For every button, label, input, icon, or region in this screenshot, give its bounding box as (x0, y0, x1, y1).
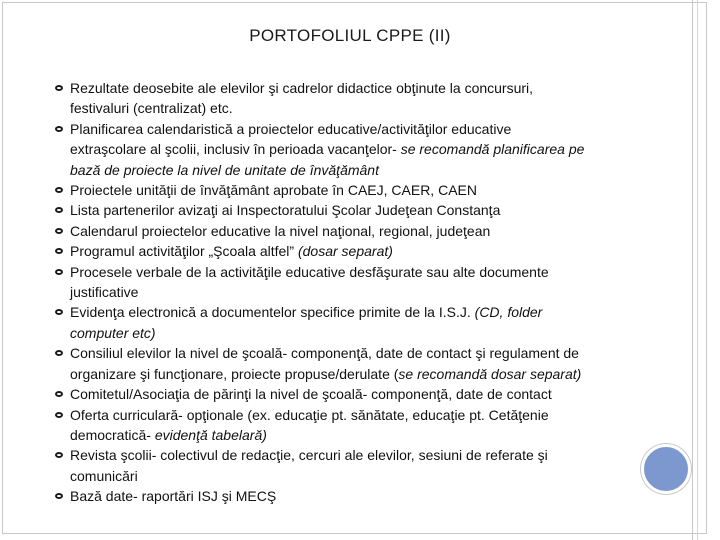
bullet-icon (55, 187, 63, 193)
list-item-line (70, 302, 645, 322)
text: festivaluri (centralizat) etc. (70, 100, 233, 117)
text: Bază date- raportări ISJ şi MECŞ (70, 488, 277, 505)
list-item (55, 119, 645, 180)
decorative-circle (641, 444, 691, 494)
list-item-line (70, 405, 645, 425)
list-item (55, 384, 645, 404)
list-item (55, 405, 645, 446)
list-item-line (70, 221, 645, 241)
bullet-icon (55, 126, 63, 132)
bullet-icon (55, 85, 63, 91)
italic-text: (dosar separat) (297, 243, 393, 260)
list-item (55, 343, 645, 384)
text: Lista partenerilor avizaţi ai Inspectoratului Şcolar Judeţean Constanţa (70, 202, 501, 219)
text: comunicări (70, 467, 138, 484)
slide-border-line-inner (697, 0, 698, 540)
page-title: PORTOFOLIUL CPPE (II) (249, 26, 451, 45)
list-item (55, 302, 645, 343)
text: democratică- (70, 426, 155, 443)
list-item (55, 221, 645, 241)
text: organizare şi funcţionare, proiecte propuse/derulate ( (70, 365, 399, 382)
list-item-line (70, 343, 645, 363)
italic-text: computer etc) (70, 324, 156, 341)
bullet-list (55, 78, 645, 507)
list-item (55, 486, 645, 506)
text: Programul activităţilor „Şcoala altfel” (70, 243, 298, 260)
list-item-line (70, 364, 645, 384)
bullet-icon (55, 412, 63, 418)
text: Rezultate deosebite ale elevilor şi cadrelor didactice obţinute la concursuri, (70, 80, 534, 96)
list-item (55, 445, 645, 486)
list-item-line (70, 119, 645, 139)
list-item-line (70, 466, 645, 486)
bullet-icon (55, 309, 63, 315)
bullet-icon (55, 207, 63, 213)
bullet-icon (55, 391, 63, 397)
list-item-line (70, 486, 645, 506)
list-item (55, 180, 645, 200)
text: Oferta curriculară- opţionale (ex. educaţie pt. sănătate, educaţie pt. Cetăţenie (70, 406, 549, 423)
list-item-line (70, 200, 645, 220)
list-item-line (70, 445, 645, 465)
bullet-icon (55, 269, 63, 275)
text: Revista şcolii- colectivul de redacţie, cercuri ale elevilor, sesiuni de referate şi (70, 447, 548, 464)
italic-text: se recomandă dosar separat) (398, 365, 582, 382)
italic-text: (CD, folder (474, 304, 543, 321)
list-item-line (70, 425, 645, 445)
italic-text: se recomandă planificarea pe (400, 141, 585, 158)
list-item-line (70, 180, 645, 200)
list-item-line (70, 282, 645, 302)
bullet-icon (55, 452, 63, 458)
bullet-icon (55, 493, 63, 499)
list-item (55, 262, 645, 303)
list-item-line (70, 241, 645, 261)
text: Proiectele unităţii de învăţământ aprobate în CAEJ, CAER, CAEN (70, 182, 477, 199)
text: justificative (70, 284, 139, 301)
list-item-line (70, 160, 645, 180)
italic-text: bază de proiecte la nivel de unitate de învăţământ (70, 161, 379, 178)
list-item (55, 200, 645, 220)
text: extraşcolare al şcolii, inclusiv în perioada vacanţelor- (70, 141, 401, 158)
text: Consiliul elevilor la nivel de şcoală- componenţă, date de contact şi regulament de (70, 345, 579, 362)
list-item-line (70, 139, 645, 159)
text: Comitetul/Asociaţia de părinţi la nivel de şcoală- componenţă, date de contact (70, 386, 552, 403)
list-item-line (70, 78, 645, 98)
text: Calendarul proiectelor educative la nivel naţional, regional, judeţean (70, 222, 491, 239)
text: Planificarea calendaristică a proiectelor educative/activităţilor educative (70, 120, 512, 137)
list-item-line (70, 384, 645, 404)
list-item (55, 78, 645, 119)
text: Procesele verbale de la activităţile educative desfăşurate sau alte documente (70, 263, 549, 280)
bullet-icon (55, 228, 63, 234)
list-item-line (70, 98, 645, 118)
list-item-line (70, 262, 645, 282)
italic-text: evidenţă tabelară) (154, 426, 267, 443)
bullet-icon (55, 248, 63, 254)
bullet-icon (55, 350, 63, 356)
slide-border-line (692, 0, 693, 540)
text: Evidenţa electronică a documentelor specifice primite de la I.S.J. (70, 304, 475, 321)
list-item (55, 241, 645, 261)
list-item-line (70, 323, 645, 343)
